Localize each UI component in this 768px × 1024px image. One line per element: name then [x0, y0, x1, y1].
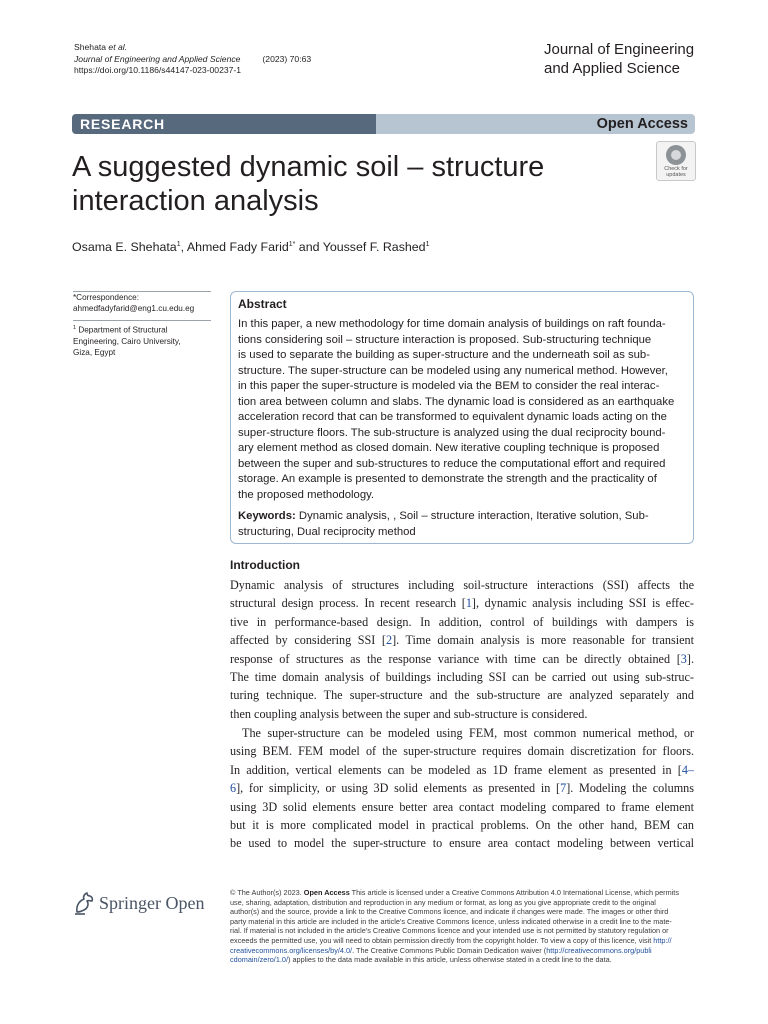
license-text: ) applies to the data made available in this article, unless otherwise stated in a credit line to the data.: [288, 955, 612, 965]
author-2[interactable]: Ahmed Fady Farid: [186, 240, 289, 254]
abstract-line: In this paper, a new methodology for time domain analysis of buildings on raft founda-: [238, 318, 666, 330]
license-link[interactable]: http://: [653, 935, 672, 945]
body-line: The time domain analysis of buildings including SSI can be carried out using sub-struc-: [230, 670, 694, 685]
affiliation-number: 1: [73, 325, 77, 331]
journal-title: [544, 40, 714, 78]
author-3-affil: 1: [425, 240, 430, 248]
header-journal: Journal of Engineering and Applied Science: [74, 53, 241, 64]
body-line: using BEM. FEM model of the super-structure requires domain discretization for floors.: [230, 744, 694, 759]
body-line: structural design process. In recent research [1], dynamic analysis including SSI is effec-: [230, 596, 694, 611]
abstract-line: in this paper the super-structure is modeled via the BEM to consider the real interac-: [238, 380, 660, 392]
author-list: [72, 240, 429, 254]
header-volume: (2023) 70:63: [262, 53, 312, 64]
abstract-line: acceleration record that can be transformed to equivalent dynamic loads acting on the: [238, 411, 667, 423]
open-access-label: Open Access: [596, 116, 688, 132]
correspondence-email[interactable]: ahmedfadyfarid@eng1.cu.edu.eg: [73, 304, 195, 313]
header-et-al: et al.: [108, 42, 128, 52]
keywords-line2: structuring, Dual reciprocity method: [238, 525, 416, 538]
publisher-word: Springer: [99, 893, 161, 913]
body-line: affected by considering SSI [2]. Time domain analysis is more reasonable for transient: [230, 633, 694, 648]
introduction-paragraph-1: [230, 576, 694, 723]
introduction-heading: Introduction: [230, 558, 300, 572]
article-type-label: RESEARCH: [72, 114, 376, 134]
check-badge-line1: Check for: [664, 166, 688, 172]
body-line: The super-structure can be modeled using FEM, most common numerical method, or: [242, 726, 694, 740]
title-line2: interaction analysis: [72, 185, 319, 217]
abstract-line: between the super and sub-structures to reduce the computational effort and required: [238, 457, 666, 470]
publisher-open: Open: [165, 893, 205, 913]
author-sep: ,: [180, 240, 187, 254]
keywords-label: Keywords:: [238, 510, 296, 522]
license-text: party material in this article are included in the article's Creative Commons licence, unless indicated otherwise in a credit line to the mate-: [230, 916, 672, 926]
author-3[interactable]: Youssef F. Rashed: [322, 240, 426, 254]
license-text: exceeds the permitted use, you will need to obtain permission directly from the copyright holder. To view a copy of this licence, visit: [230, 935, 654, 945]
affiliation-block: [73, 323, 210, 358]
license-text: author(s) and the source, provide a link to the Creative Commons licence, and indicate if changes were made. The images or other third: [230, 907, 669, 917]
abstract-line: tion area between column and slabs. The dynamic load is considered as an earthquake: [238, 395, 675, 408]
keywords: [238, 509, 688, 540]
license-copyright: © The Author(s) 2023.: [230, 888, 304, 897]
springer-open-logo[interactable]: [73, 890, 223, 918]
header-doi-link[interactable]: https://doi.org/10.1186/s44147-023-00237-1: [74, 65, 242, 75]
license-text: rial. If material is not included in the article's Creative Commons licence and your intended use is not permitted by statutory regulation or: [230, 926, 669, 936]
abstract-line: ary element method as closed domain. New iterative coupling technique is proposed: [238, 442, 660, 454]
abstract-line: storage. An example is presented to demonstrate the strength and the practicality of: [238, 473, 657, 485]
affiliation-line3: Giza, Egypt: [73, 347, 116, 357]
license-link[interactable]: creativecommons.org/licenses/by/4.0/: [230, 945, 353, 955]
author-1[interactable]: Osama E. Shehata: [72, 240, 177, 254]
license-link[interactable]: cdomain/zero/1.0/: [230, 955, 289, 965]
abstract-line: structure. The super-structure can be modeled using any numerical method. However,: [238, 364, 668, 377]
header-author: Shehata: [74, 42, 107, 52]
check-badge-line2: updates: [666, 172, 686, 178]
license-open-access: Open Access: [303, 888, 350, 897]
body-line: In addition, vertical elements can be modeled as 1D frame element as presented in [4–: [230, 762, 694, 777]
article-type-banner: [72, 114, 695, 134]
correspondence-block: [73, 292, 210, 314]
body-line: response of structures as the response variance with time can be directly obtained [3].: [230, 651, 694, 666]
abstract-line: the proposed methodology.: [238, 488, 375, 501]
license-text: use, sharing, adaptation, distribution and reproduction in any medium or format, as long as you give appropriate credit to the original: [230, 897, 656, 907]
sidebar-divider: [73, 320, 211, 321]
abstract-line: tions considering soil – structure interaction is proposed. Sub-structuring technique: [238, 333, 652, 346]
affiliation-line1: Department of Structural: [76, 325, 168, 335]
correspondence-label: *Correspondence:: [73, 293, 139, 302]
author-2-affil: 1*: [288, 240, 296, 248]
keywords-line1: Dynamic analysis, , Soil – structure interaction, Iterative solution, Sub-: [295, 510, 649, 522]
body-line: using 3D solid elements ensure better area contact modeling compared to frame element: [230, 799, 694, 814]
running-header: [74, 42, 311, 77]
license-text: This article is licensed under a Creative Commons Attribution 4.0 International License, which permits: [351, 888, 679, 897]
affiliation-line2: Engineering, Cairo University,: [73, 336, 181, 346]
license-notice: [230, 888, 695, 965]
abstract-line: super-structure floors. The sub-structure is analyzed using the dual reciprocity bound-: [238, 426, 666, 439]
body-line: Dynamic analysis of structures including soil-structure interactions (SSI) affects the: [230, 578, 694, 592]
check-for-updates-icon: [666, 145, 686, 165]
author-sep: and: [295, 240, 323, 254]
abstract-text: [238, 317, 688, 503]
springer-horse-icon: [73, 891, 95, 915]
body-line: 6], for simplicity, or using 3D solid elements as presented in [7]. Modeling the columns: [230, 781, 695, 796]
check-for-updates-badge[interactable]: [656, 141, 696, 181]
abstract-line: is used to separate the building as super-structure and the underneath soil as sub-: [238, 349, 650, 361]
license-text: . The Creative Commons Public Domain Dedication waiver (: [352, 945, 547, 955]
journal-title-line1: Journal of Engineering: [544, 41, 695, 58]
license-link[interactable]: http://creativecommons.org/publi: [546, 945, 652, 955]
journal-title-line2: and Applied Science: [544, 60, 680, 77]
article-title: [72, 150, 612, 218]
body-line: tive in performance-based design. In addition, control of buildings with dampers is: [230, 614, 694, 629]
body-line: turing technique. The super-structure and the sub-structure are analyzed separately and: [230, 688, 694, 703]
title-line1: A suggested dynamic soil – structure: [72, 151, 545, 183]
abstract-heading: Abstract: [238, 297, 287, 311]
body-line: be used to model the super-structure to ensure area contact modeling between vertical: [230, 836, 694, 851]
author-1-affil: 1: [176, 240, 181, 248]
body-line: but it is more complicated model in practical problems. On the other hand, BEM can: [230, 818, 694, 833]
body-line: then coupling analysis between the super and sub-structure is considered.: [230, 706, 588, 721]
introduction-paragraph-2: [230, 724, 694, 853]
